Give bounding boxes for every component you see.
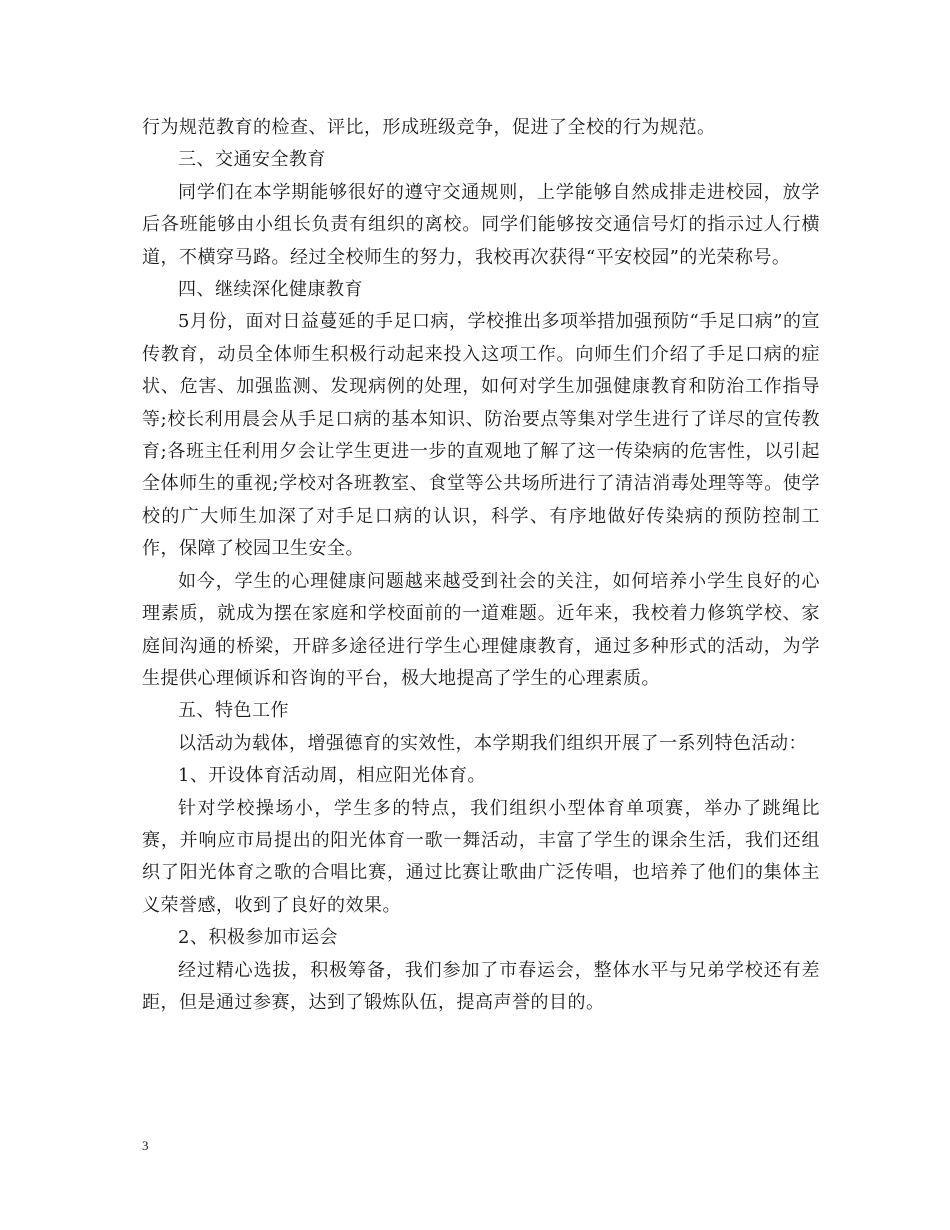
paragraph-hand-foot-mouth: 5月份，面对日益蔓延的手足口病，学校推出多项举措加强预防“手足口病”的宣传教育，动员全体师生积极行动起来投入这项工作。向师生们介绍了手足口病的症状、危害、加强监测、发现病例的处理，如何对学生加强健康教育和防治工作指导等;校长利用晨会从手足口病的基本知识、防治要点等集对学生进行了详尽的宣传教育;各班主任利用夕会让学生更进一步的直观地了解了这一传染病的危害性，以引起全体师生的重视;学校对各班教室、食堂等公共场所进行了清洁消毒处理等等。使学校的广大师生加深了对手足口病的认识，科学、有序地做好传染病的预防控制工作，保障了校园卫生安全。 (142, 311, 820, 560)
paragraph-traffic-safety: 同学们在本学期能够很好的遵守交通规则，上学能够自然成排走进校园，放学后各班能够由小组长负责有组织的离校。同学们能够按交通信号灯的指示过人行横道，不横穿马路。经过全校师生的努力，我校再次获得“平安校园”的光荣称号。 (142, 181, 820, 268)
document-body (142, 112, 820, 1019)
section-heading-special-work: 五、特色工作 (178, 700, 289, 722)
subheading-city-games: 2、积极参加市运会 (178, 927, 338, 949)
page-number: 3 (142, 1138, 149, 1153)
paragraph-activities-intro: 以活动为载体，增强德育的实效性，本学期我们组织开展了一系列特色活动： (178, 732, 807, 754)
section-heading-health-education: 四、继续深化健康教育 (178, 279, 363, 301)
subheading-sports-week: 1、开设体育活动周，相应阳光体育。 (178, 765, 486, 787)
paragraph-continuation: 行为规范教育的检查、评比，形成班级竞争，促进了全校的行为规范。 (142, 117, 716, 138)
section-heading-traffic-safety: 三、交通安全教育 (178, 149, 326, 171)
paragraph-mental-health: 如今，学生的心理健康问题越来越受到社会的关注，如何培养小学生良好的心理素质，就成为摆在家庭和学校面前的一道难题。近年来，我校着力修筑学校、家庭间沟通的桥梁，开辟多途径进行学生心理健康教育，通过多种形式的活动，为学生提供心理倾诉和咨询的平台，极大地提高了学生的心理素质。 (142, 570, 820, 689)
paragraph-sports-week: 针对学校操场小，学生多的特点，我们组织小型体育单项赛，举办了跳绳比赛，并响应市局提出的阳光体育一歌一舞活动，丰富了学生的课余生活，我们还组织了阳光体育之歌的合唱比赛，通过比赛让歌曲广泛传唱，也培养了他们的集体主义荣誉感，收到了良好的效果。 (142, 797, 820, 916)
paragraph-city-games: 经过精心选拔，积极筹备，我们参加了市春运会，整体水平与兄弟学校还有差距，但是通过参赛，达到了锻炼队伍，提高声誉的目的。 (142, 959, 820, 1013)
